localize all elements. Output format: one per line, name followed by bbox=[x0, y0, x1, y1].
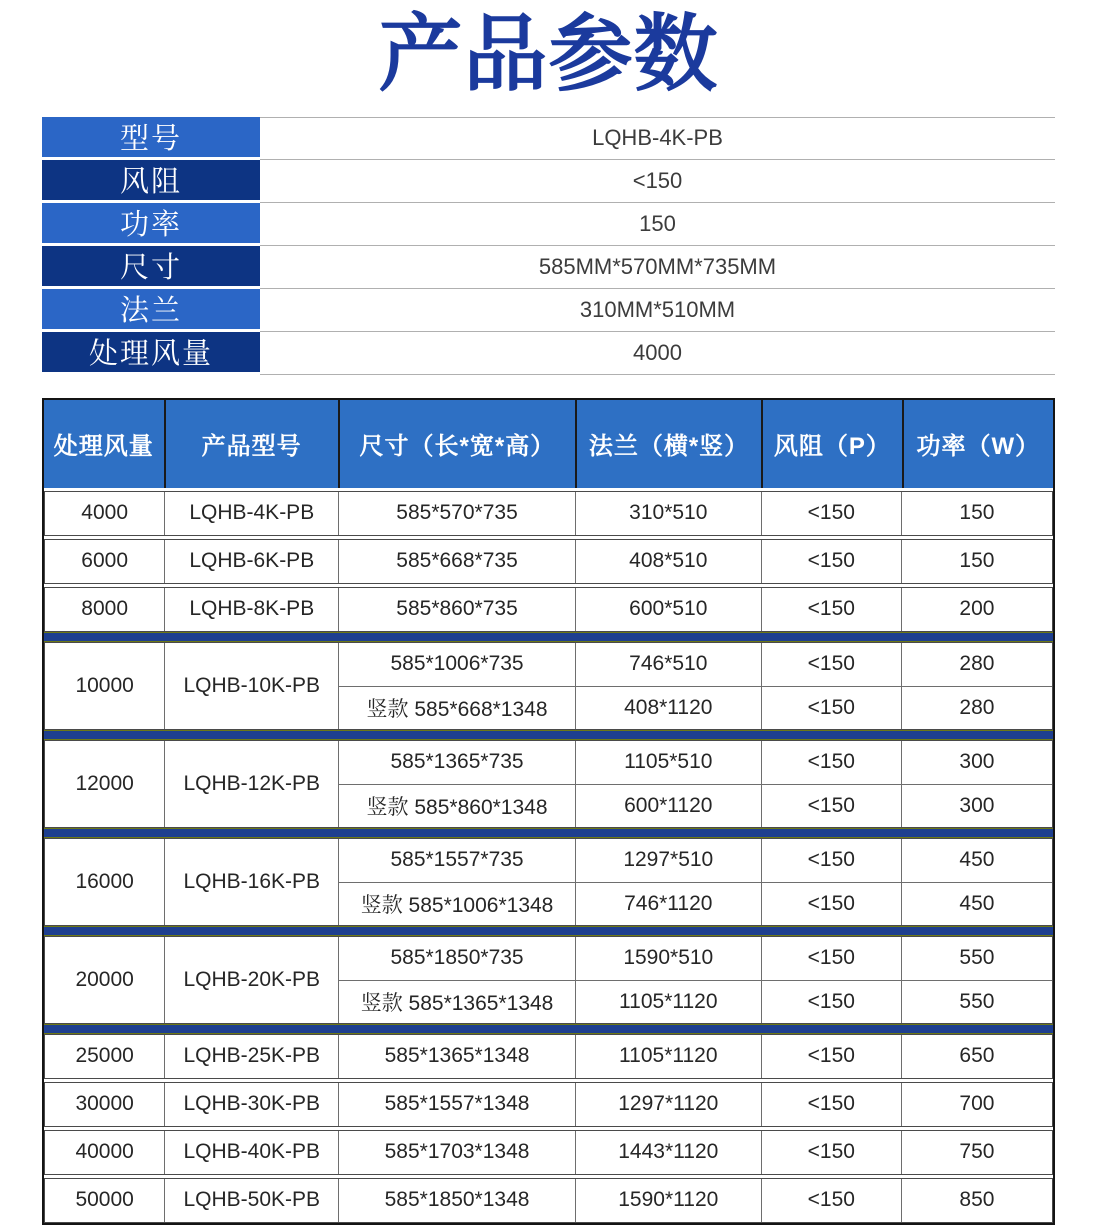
power-cell: 450 bbox=[901, 882, 1052, 925]
model-cell: LQHB-12K-PB bbox=[164, 741, 338, 827]
flange-cell: 1297*1120 bbox=[575, 1083, 761, 1126]
resistance-cell: <150 bbox=[761, 937, 901, 980]
power-cell: 300 bbox=[901, 741, 1052, 784]
resistance-cell: <150 bbox=[761, 588, 901, 631]
size-cell: 竖款 585*1006*1348 bbox=[338, 882, 575, 925]
airflow-cell: 30000 bbox=[75, 1092, 134, 1116]
spec-row-value: LQHB-4K-PB bbox=[260, 117, 1055, 160]
size-cell: 585*1557*735 bbox=[338, 839, 575, 882]
spec-row-value: 310MM*510MM bbox=[260, 289, 1055, 332]
group-separator bbox=[44, 828, 1053, 838]
header-cell: 功率（W） bbox=[902, 400, 1053, 488]
spec-row-label: 处理风量 bbox=[42, 332, 260, 372]
size-cell: 585*1850*1348 bbox=[338, 1179, 575, 1222]
power-cell: 650 bbox=[901, 1035, 1052, 1078]
size-cell: 585*1365*1348 bbox=[338, 1035, 575, 1078]
spec-row bbox=[42, 289, 1055, 332]
size-cell: 585*860*735 bbox=[338, 588, 575, 631]
power-cell: 700 bbox=[901, 1083, 1052, 1126]
airflow-cell: 6000 bbox=[81, 549, 128, 573]
group-row bbox=[44, 587, 1053, 632]
flange-cell: 1105*1120 bbox=[575, 1035, 761, 1078]
resistance-cell: <150 bbox=[761, 839, 901, 882]
model-cell: LQHB-4K-PB bbox=[164, 492, 338, 535]
resistance-cell: <150 bbox=[761, 643, 901, 686]
group-row bbox=[44, 1178, 1053, 1223]
resistance-cell: <150 bbox=[761, 1083, 901, 1126]
size-cell: 585*1850*735 bbox=[338, 937, 575, 980]
resistance-cell: <150 bbox=[761, 784, 901, 827]
power-cell: 200 bbox=[901, 588, 1052, 631]
flange-cell: 600*1120 bbox=[575, 784, 761, 827]
model-cell: LQHB-16K-PB bbox=[164, 839, 338, 925]
flange-cell: 1590*1120 bbox=[575, 1179, 761, 1222]
resistance-cell: <150 bbox=[761, 1179, 901, 1222]
spec-row bbox=[42, 117, 1055, 160]
size-cell: 585*1365*735 bbox=[338, 741, 575, 784]
power-cell: 750 bbox=[901, 1131, 1052, 1174]
spec-row-value: 4000 bbox=[260, 332, 1055, 375]
header-cell: 风阻（P） bbox=[761, 400, 901, 488]
model-cell: LQHB-50K-PB bbox=[164, 1179, 338, 1222]
model-cell: LQHB-20K-PB bbox=[164, 937, 338, 1023]
spec-row-label: 功率 bbox=[42, 203, 260, 243]
group-separator bbox=[44, 632, 1053, 642]
group-separator bbox=[44, 1024, 1053, 1034]
flange-cell: 408*1120 bbox=[575, 686, 761, 729]
page-title: 产品参数 bbox=[378, 7, 719, 101]
spec-row bbox=[42, 160, 1055, 203]
size-cell: 585*1006*735 bbox=[338, 643, 575, 686]
resistance-cell: <150 bbox=[761, 686, 901, 729]
group-row bbox=[44, 740, 1053, 828]
resistance-cell: <150 bbox=[761, 492, 901, 535]
resistance-cell: <150 bbox=[761, 1131, 901, 1174]
spec-row-value: 585MM*570MM*735MM bbox=[260, 246, 1055, 289]
group-row bbox=[44, 936, 1053, 1024]
resistance-cell: <150 bbox=[761, 741, 901, 784]
size-cell: 竖款 585*1365*1348 bbox=[338, 980, 575, 1023]
flange-cell: 1105*1120 bbox=[575, 980, 761, 1023]
flange-cell: 1297*510 bbox=[575, 839, 761, 882]
params-table bbox=[42, 398, 1055, 1225]
spec-row-value: 150 bbox=[260, 203, 1055, 246]
group-row bbox=[44, 491, 1053, 536]
flange-cell: 1590*510 bbox=[575, 937, 761, 980]
power-cell: 550 bbox=[901, 937, 1052, 980]
resistance-cell: <150 bbox=[761, 540, 901, 583]
flange-cell: 1443*1120 bbox=[575, 1131, 761, 1174]
power-cell: 550 bbox=[901, 980, 1052, 1023]
resistance-cell: <150 bbox=[761, 882, 901, 925]
spec-row-label: 尺寸 bbox=[42, 246, 260, 286]
power-cell: 300 bbox=[901, 784, 1052, 827]
spec-table bbox=[42, 117, 1055, 375]
airflow-cell: 25000 bbox=[75, 1044, 134, 1068]
spec-row-label: 法兰 bbox=[42, 289, 260, 329]
size-cell: 585*1703*1348 bbox=[338, 1131, 575, 1174]
flange-cell: 1105*510 bbox=[575, 741, 761, 784]
group-row bbox=[44, 1082, 1053, 1127]
params-table-body bbox=[44, 491, 1053, 1223]
airflow-cell: 8000 bbox=[81, 597, 128, 621]
power-cell: 280 bbox=[901, 686, 1052, 729]
params-table-header bbox=[44, 400, 1053, 488]
model-cell: LQHB-30K-PB bbox=[164, 1083, 338, 1126]
power-cell: 150 bbox=[901, 492, 1052, 535]
model-cell: LQHB-8K-PB bbox=[164, 588, 338, 631]
header-cell: 处理风量 bbox=[53, 433, 154, 461]
size-cell: 585*1557*1348 bbox=[338, 1083, 575, 1126]
spec-row bbox=[42, 332, 1055, 375]
model-cell: LQHB-6K-PB bbox=[164, 540, 338, 583]
header-cell: 尺寸（长*宽*高） bbox=[338, 400, 575, 488]
airflow-cell: 50000 bbox=[75, 1188, 134, 1212]
spec-row-label: 风阻 bbox=[42, 160, 260, 200]
power-cell: 150 bbox=[901, 540, 1052, 583]
airflow-cell: 4000 bbox=[81, 501, 128, 525]
group-separator bbox=[44, 926, 1053, 936]
resistance-cell: <150 bbox=[761, 980, 901, 1023]
flange-cell: 310*510 bbox=[575, 492, 761, 535]
airflow-cell: 40000 bbox=[75, 1140, 134, 1164]
spec-row-label: 型号 bbox=[42, 117, 260, 157]
flange-cell: 600*510 bbox=[575, 588, 761, 631]
group-row bbox=[44, 539, 1053, 584]
group-separator bbox=[44, 730, 1053, 740]
group-row bbox=[44, 838, 1053, 926]
flange-cell: 746*510 bbox=[575, 643, 761, 686]
resistance-cell: <150 bbox=[761, 1035, 901, 1078]
group-row bbox=[44, 1130, 1053, 1175]
airflow-cell: 10000 bbox=[75, 673, 134, 697]
power-cell: 850 bbox=[901, 1179, 1052, 1222]
size-cell: 585*668*735 bbox=[338, 540, 575, 583]
power-cell: 450 bbox=[901, 839, 1052, 882]
group-row bbox=[44, 642, 1053, 730]
model-cell: LQHB-10K-PB bbox=[164, 643, 338, 729]
airflow-cell: 16000 bbox=[75, 869, 134, 893]
size-cell: 585*570*735 bbox=[338, 492, 575, 535]
size-cell: 竖款 585*860*1348 bbox=[338, 784, 575, 827]
header-cell: 法兰（横*竖） bbox=[575, 400, 761, 488]
group-row bbox=[44, 1034, 1053, 1079]
power-cell: 280 bbox=[901, 643, 1052, 686]
flange-cell: 746*1120 bbox=[575, 882, 761, 925]
size-cell: 竖款 585*668*1348 bbox=[338, 686, 575, 729]
flange-cell: 408*510 bbox=[575, 540, 761, 583]
spec-row-value: <150 bbox=[260, 160, 1055, 203]
header-cell: 产品型号 bbox=[164, 400, 338, 488]
airflow-cell: 20000 bbox=[75, 967, 134, 991]
model-cell: LQHB-25K-PB bbox=[164, 1035, 338, 1078]
model-cell: LQHB-40K-PB bbox=[164, 1131, 338, 1174]
spec-row bbox=[42, 246, 1055, 289]
airflow-cell: 12000 bbox=[75, 771, 134, 795]
spec-row bbox=[42, 203, 1055, 246]
